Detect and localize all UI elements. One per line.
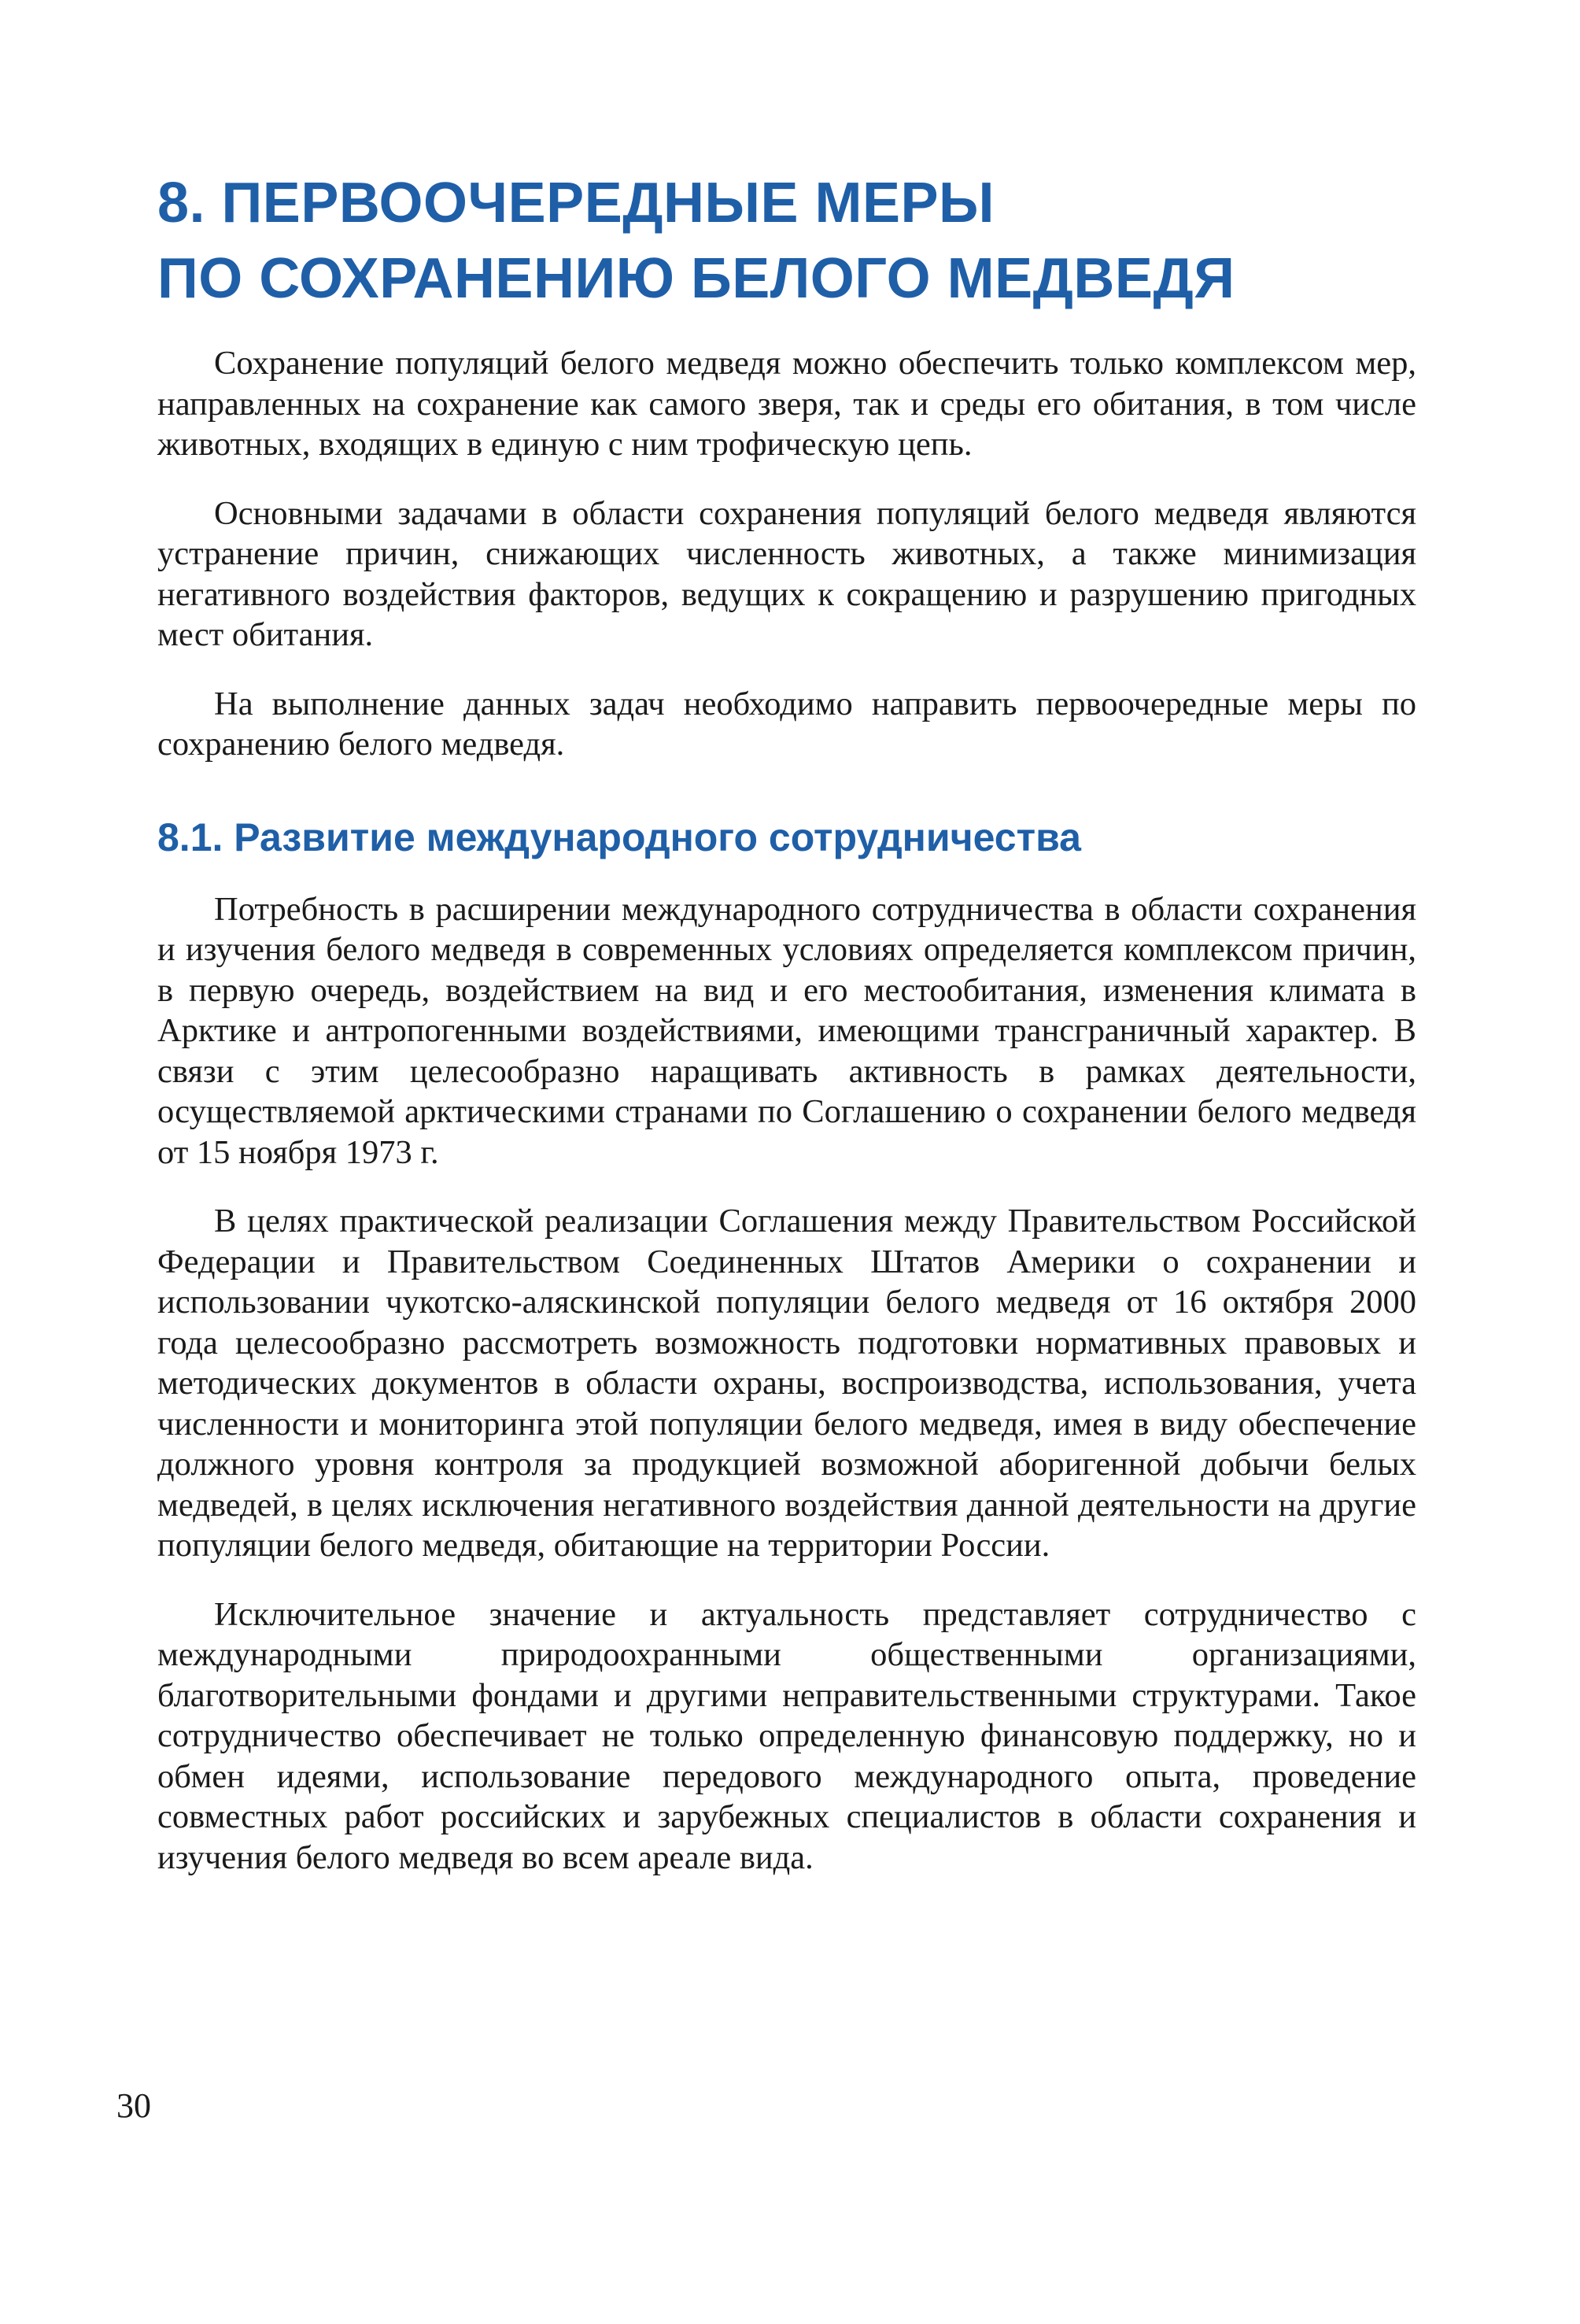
- chapter-title-line-1: 8. ПЕРВООЧЕРЕДНЫЕ МЕРЫ: [157, 172, 995, 235]
- chapter-title-line-2: ПО СОХРАНЕНИЮ БЕЛОГО МЕДВЕДЯ: [157, 247, 1235, 310]
- section-body: [157, 889, 1416, 1879]
- section-title: 8.1. Развитие международного сотрудничества: [157, 815, 1081, 859]
- paragraph: В целях практической реализации Соглашения между Правительством Российской Федерации и Правительством Соединенных Штатов Америки о сохранении и использовании чукотско-аляскинской популяции белого медведя от 16 октября 2000 года целесообразно рассмотреть возможность подготовки нормативных правовых и методических документов в области охраны, воспроизводства, использования, учета численности и мониторинга этой популяции белого медведя, имея в виду обеспечение должного уровня контроля за продукцией возможной аборигенной добычи белых медведей, в целях исключения негативного воздействия данной деятельности на другие популяции белого медведя, обитающие на территории России.: [157, 1203, 1416, 1564]
- chapter-intro: [157, 343, 1416, 765]
- page-number: 30: [116, 2086, 151, 2125]
- paragraph: Основными задачами в области сохранения популяций белого медведя являются устранение причин, снижающих численность животных, а также минимизация негативного воздействия факторов, ведущих к сокращению и разрушению пригодных мест обитания.: [157, 494, 1416, 653]
- paragraph: Сохранение популяций белого медведя можно обеспечить только комплексом мер, направленных на сохранение как самого зверя, так и среды его обитания, в том числе животных, входящих в единую с ним трофическую цепь.: [157, 345, 1416, 463]
- paragraph: Исключительное значение и актуальность представляет сотрудничество с международными природоохранными общественными организациями, благотворительными фондами и другими неправительственными структурами. Такое сотрудничество обеспечивает не только определенную финансовую поддержку, но и обмен идеями, использование передового международного опыта, проведение совместных работ российских и зарубежных специалистов в области сохранения и изучения белого медведя во всем ареале вида.: [157, 1595, 1416, 1876]
- paragraph: Потребность в расширении международного сотрудничества в области сохранения и изучения белого медведя в современных условиях определяется комплексом причин, в первую очередь, воздействием на вид и его местообитания, изменения климата в Арктике и антропогенными воздействиями, имеющими трансграничный характер. В связи с этим целесообразно наращивать активность в рамках деятельности, осуществляемой арктическими странами по Соглашению о сохранении белого медведя от 15 ноября 1973 г.: [157, 890, 1416, 1171]
- chapter-title: [157, 165, 1416, 316]
- page-content: [157, 165, 1416, 1878]
- paragraph: На выполнение данных задач необходимо направить первоочередные меры по сохранению белого медведя.: [157, 685, 1416, 763]
